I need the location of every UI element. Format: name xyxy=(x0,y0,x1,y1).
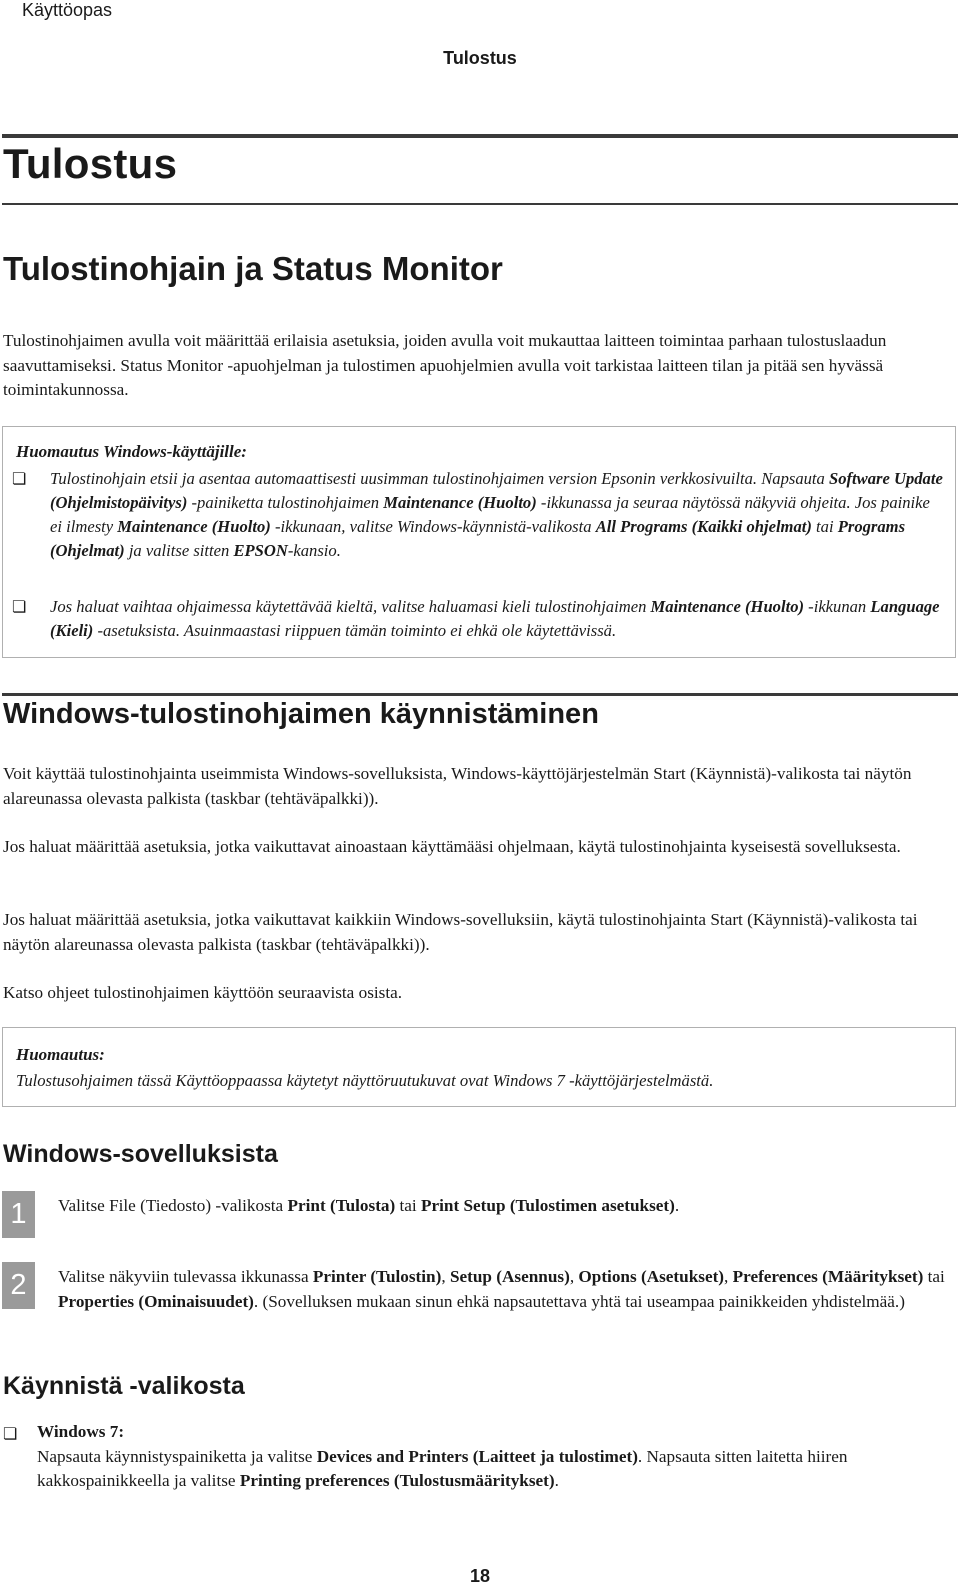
paragraph-global-settings: Jos haluat määrittää asetuksia, jotka vaikuttavat kaikkiin Windows-sovelluksiin, käytä tulostinohjainta Start (Käynnistä)-valikosta tai näytön alareunassa olevasta palkista (taskbar (tehtäväpalkki)). xyxy=(3,910,918,954)
windows-users-note xyxy=(2,426,956,658)
title-top-rule xyxy=(2,134,958,138)
windows7-instruction: Windows 7: Napsauta käynnistyspainiketta ja valitse Devices and Printers (Laitteet ja tulostimet). Napsauta sitten laitetta hiiren kakkospainikkeella ja valitse Printing preferences (Tulostusmääritykset). xyxy=(37,1422,848,1490)
checkbox-bullet-icon: ❏ xyxy=(12,599,27,616)
paragraph-usage: Voit käyttää tulostinohjainta useimmista Windows-sovelluksista, Windows-käyttöjärjestelmän Start (Käynnistä)-valikosta tai näytön alareunassa olevasta palkista (taskbar (tehtäväpalkki)). xyxy=(3,764,912,808)
screenshot-note xyxy=(2,1027,956,1107)
checkbox-bullet-icon: ❏ xyxy=(12,471,27,488)
step-number-2: 2 xyxy=(2,1262,35,1309)
running-header-center: Tulostus xyxy=(443,48,517,68)
note-item-language: Jos haluat vaihtaa ohjaimessa käytettävää kieltä, valitse haluamasi kieli tulostinohjaimen Maintenance (Huolto) -ikkunan Language (Kieli) -asetuksista. Asuinmaastasi riippuen tämän toiminto ei ehkä ole käytettävissä. xyxy=(50,597,940,640)
section-rule xyxy=(2,693,958,696)
checkbox-bullet-icon: ❏ xyxy=(3,1426,18,1443)
note-title: Huomautus Windows-käyttäjille: xyxy=(16,442,247,461)
page-title: Tulostus xyxy=(3,140,178,187)
note-text: Tulostusohjaimen tässä Käyttöoppaassa käytetyt näyttöruutukuvat ovat Windows 7 -käyttöjärjestelmästä. xyxy=(16,1071,714,1090)
title-bottom-rule xyxy=(2,203,958,205)
page-number: 18 xyxy=(469,1566,491,1586)
step-2-text: Valitse näkyviin tulevassa ikkunassa Printer (Tulostin), Setup (Asennus), Options (Asetukset), Preferences (Määritykset) tai Properties (Ominaisuudet). (Sovelluksen mukaan sinun ehkä napsautettava yhtä tai useampaa painikkeiden yhdistelmää.) xyxy=(58,1267,945,1311)
subsection-title-applications: Windows-sovelluksista xyxy=(3,1140,278,1168)
paragraph-see-sections: Katso ohjeet tulostinohjaimen käyttöön seuraavista osista. xyxy=(3,983,403,1002)
section-title-start-driver: Windows-tulostinohjaimen käynnistäminen xyxy=(3,698,599,730)
paragraph-app-settings: Jos haluat määrittää asetuksia, jotka vaikuttavat ainoastaan käyttämääsi ohjelmaan, käytä tulostinohjainta kyseisestä sovelluksesta. xyxy=(3,837,901,856)
note-title: Huomautus: xyxy=(16,1045,105,1064)
step-1-text: Valitse File (Tiedosto) -valikosta Print (Tulosta) tai Print Setup (Tulostimen asetukset). xyxy=(58,1196,680,1215)
step-number-1: 1 xyxy=(2,1191,35,1238)
running-header-left: Käyttöopas xyxy=(22,0,113,20)
note-item-software-update: Tulostinohjain etsii ja asentaa automaattisesti uusimman tulostinohjaimen version Epsonin verkkosivuilta. Napsauta Software Update (Ohjelmistopäivitys) -painiketta tulostinohjaimen Maintenance (Huolto) -ikkunassa ja seuraa näytössä näkyviä ohjeita. Jos painike ei ilmesty Maintenance (Huolto) -ikkunaan, valitse Windows-käynnistä-valikosta All Programs (Kaikki ohjelmat) tai Programs (Ohjelmat) ja valitse sitten EPSON-kansio. xyxy=(50,469,943,560)
subsection-title-start-menu: Käynnistä -valikosta xyxy=(3,1372,245,1400)
windows7-heading: Windows 7: xyxy=(37,1422,125,1441)
intro-paragraph: Tulostinohjaimen avulla voit määrittää erilaisia asetuksia, joiden avulla voit mukauttaa laitteen toimintaa parhaan tulostuslaadun saavuttamiseksi. Status Monitor -apuohjelman ja tulostimen apuohjelmien avulla voit tarkistaa laitteen tilan ja pitää sen hyvässä toimintakunnossa. xyxy=(3,331,887,399)
section-title-driver-status: Tulostinohjain ja Status Monitor xyxy=(3,250,503,287)
